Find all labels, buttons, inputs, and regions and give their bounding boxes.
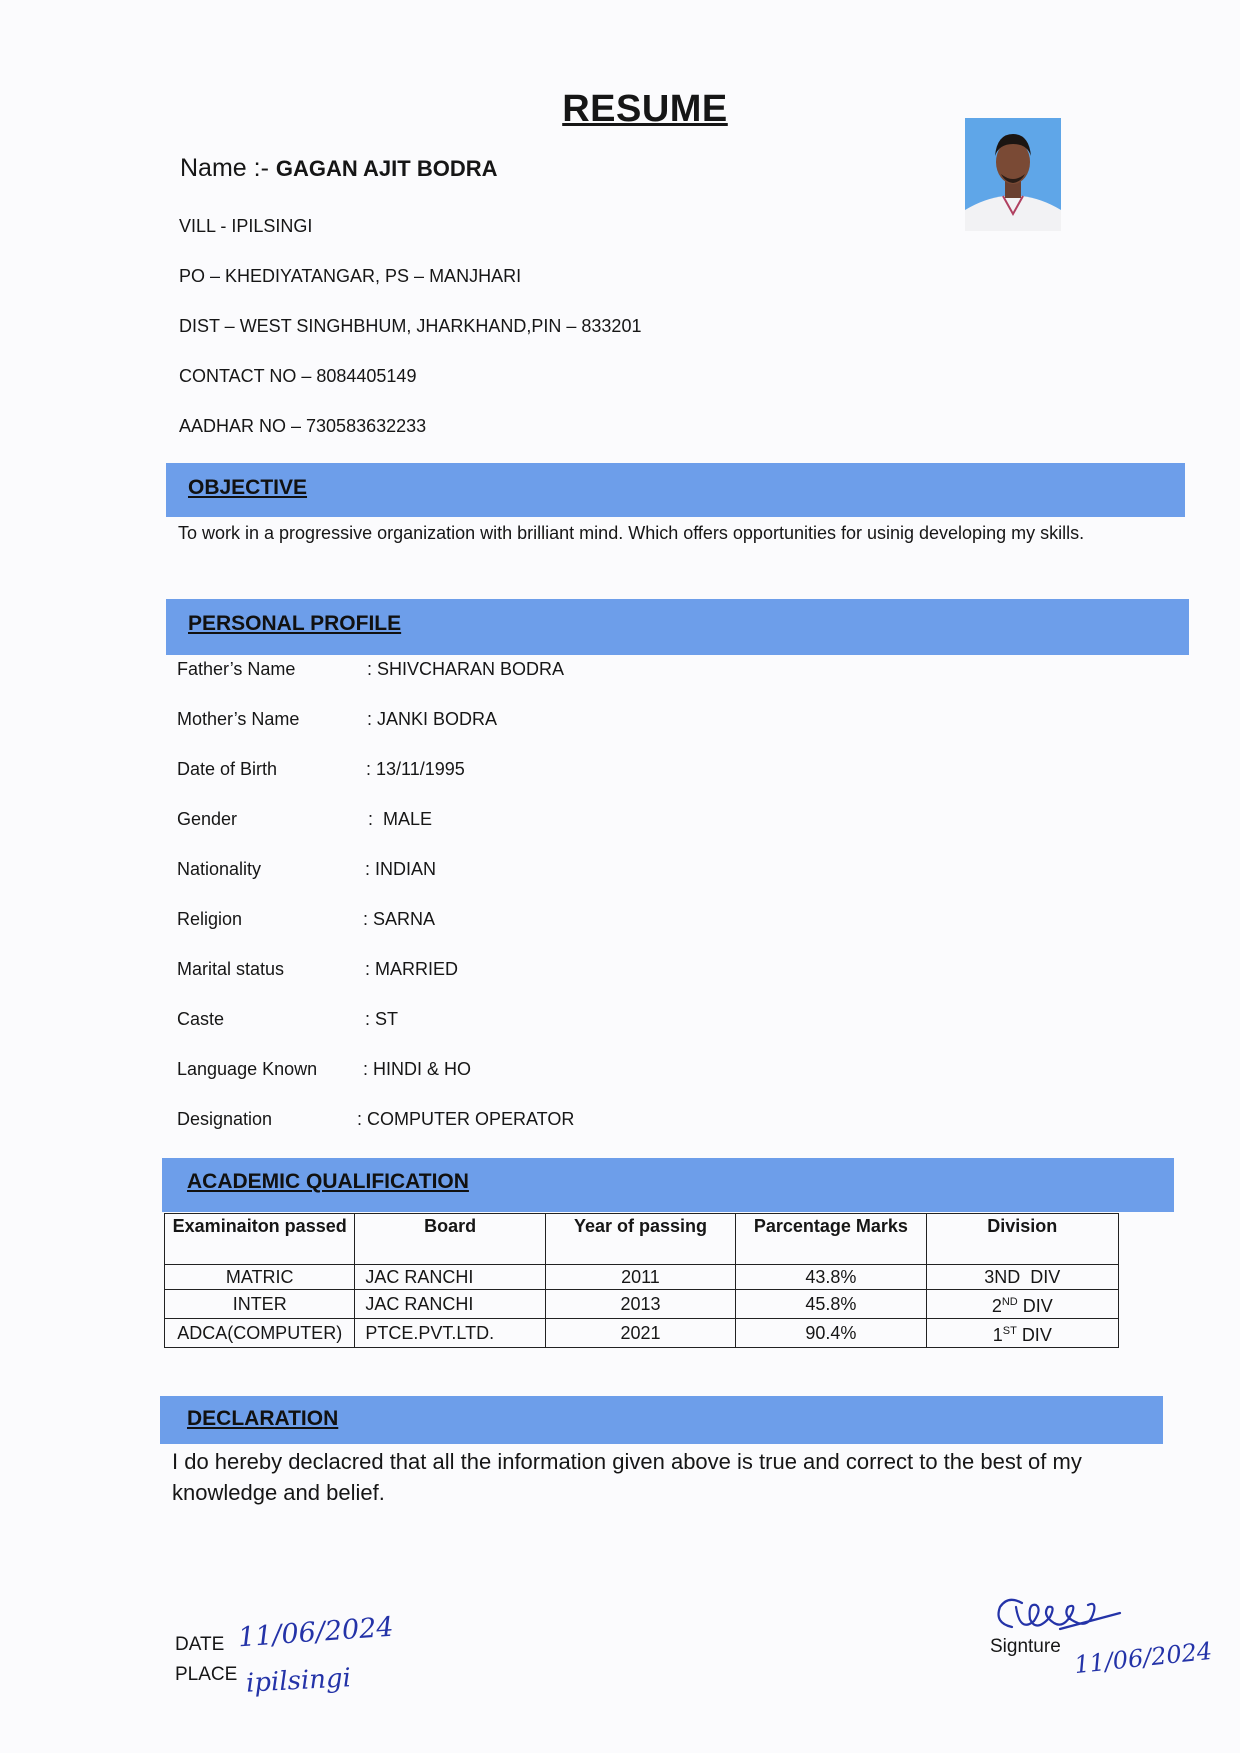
profile-value-caste: : ST <box>365 1009 399 1029</box>
name-label: Name :- <box>180 154 269 182</box>
profile-label-religion: Religion <box>177 909 243 929</box>
declaration-heading-band <box>160 1396 1163 1444</box>
place-label: PLACE <box>175 1664 238 1685</box>
profile-label-language: Language Known <box>177 1059 318 1079</box>
profile-label-caste: Caste <box>177 1009 225 1029</box>
division-number: 3ND <box>984 1267 1021 1287</box>
aadhar-number: AADHAR NO – 730583632233 <box>179 416 427 436</box>
division-superscript: ST <box>1002 1325 1017 1337</box>
address-district: DIST – WEST SINGHBHUM, JHARKHAND,PIN – 833201 <box>179 316 642 336</box>
declaration-heading: DECLARATION <box>187 1407 339 1430</box>
profile-photo <box>965 118 1061 231</box>
profile-value-marital: : MARRIED <box>365 959 459 979</box>
profile-label-nationality: Nationality <box>177 859 262 879</box>
resume-title: RESUME <box>562 88 728 130</box>
header-exam: Examinaiton passed <box>165 1214 355 1265</box>
cell-marks: 43.8% <box>736 1265 926 1290</box>
profile-value-father: : SHIVCHARAN BODRA <box>367 659 565 679</box>
profile-value-nationality: : INDIAN <box>365 859 437 879</box>
address-post-office: PO – KHEDIYATANGAR, PS – MANJHARI <box>179 266 522 286</box>
objective-heading: OBJECTIVE <box>188 476 308 499</box>
table-row <box>165 1319 1119 1348</box>
place-handwritten: ipilsingi <box>245 1663 352 1699</box>
profile-label-marital: Marital status <box>177 959 285 979</box>
division-text: DIV <box>1021 1325 1052 1345</box>
division-text: DIV <box>1022 1296 1053 1316</box>
declaration-text: I do hereby declacred that all the information given above is true and correct to the best of my knowledge and belief. <box>172 1449 1082 1505</box>
academic-heading-band <box>162 1158 1174 1212</box>
academic-table <box>164 1213 1119 1348</box>
cell-board: PTCE.PVT.LTD. <box>355 1319 545 1348</box>
cell-exam: INTER <box>165 1290 355 1319</box>
cell-marks: 90.4% <box>736 1319 926 1348</box>
name-line <box>180 154 498 183</box>
header-division: Division <box>926 1214 1118 1265</box>
profile-label-mother: Mother’s Name <box>177 709 300 729</box>
header-board: Board <box>355 1214 545 1265</box>
profile-label-father: Father’s Name <box>177 659 296 679</box>
signature-label: Signture <box>990 1636 1061 1657</box>
header-year: Year of passing <box>545 1214 735 1265</box>
personal-profile-heading: PERSONAL PROFILE <box>188 612 402 635</box>
date-handwritten: 11/06/2024 <box>237 1611 395 1654</box>
cell-marks: 45.8% <box>736 1290 926 1319</box>
division-number: 1 <box>992 1325 1003 1345</box>
profile-label-designation: Designation <box>177 1109 273 1129</box>
cell-year: 2011 <box>545 1265 735 1290</box>
table-row <box>165 1290 1119 1319</box>
header-marks: Parcentage Marks <box>736 1214 926 1265</box>
date-label: DATE <box>175 1634 225 1655</box>
profile-value-designation: : COMPUTER OPERATOR <box>357 1109 575 1129</box>
signature-date-handwritten: 11/06/2024 <box>1072 1636 1214 1680</box>
profile-label-gender: Gender <box>177 809 238 829</box>
division-number: 2 <box>991 1296 1002 1316</box>
cell-board: JAC RANCHI <box>355 1290 545 1319</box>
cell-division <box>926 1290 1118 1319</box>
cell-year: 2021 <box>545 1319 735 1348</box>
profile-value-religion: : SARNA <box>363 909 436 929</box>
profile-label-dob: Date of Birth <box>177 759 278 779</box>
objective-text: To work in a progressive organization with brilliant mind. Which offers opportunities for usinig developing my skills. <box>178 523 1085 543</box>
division-superscript: ND <box>1001 1296 1018 1308</box>
objective-heading-band <box>166 463 1185 517</box>
academic-heading: ACADEMIC QUALIFICATION <box>187 1170 469 1193</box>
profile-value-dob: : 13/11/1995 <box>366 759 465 779</box>
cell-board: JAC RANCHI <box>355 1265 545 1290</box>
address-village: VILL - IPILSINGI <box>179 216 313 236</box>
profile-value-mother: : JANKI BODRA <box>367 709 498 729</box>
table-row <box>165 1265 1119 1290</box>
profile-value-gender: : MALE <box>368 809 433 829</box>
cell-exam: MATRIC <box>165 1265 355 1290</box>
division-text: DIV <box>1030 1267 1061 1287</box>
cell-division <box>926 1319 1118 1348</box>
cell-division <box>926 1265 1118 1290</box>
personal-profile-heading-band <box>166 599 1189 655</box>
contact-number: CONTACT NO – 8084405149 <box>179 366 417 386</box>
cell-year: 2013 <box>545 1290 735 1319</box>
candidate-name: GAGAN AJIT BODRA <box>275 156 498 181</box>
academic-table-header-row <box>165 1214 1119 1265</box>
cell-exam: ADCA(COMPUTER) <box>165 1319 355 1348</box>
profile-value-language: : HINDI & HO <box>363 1059 472 1079</box>
